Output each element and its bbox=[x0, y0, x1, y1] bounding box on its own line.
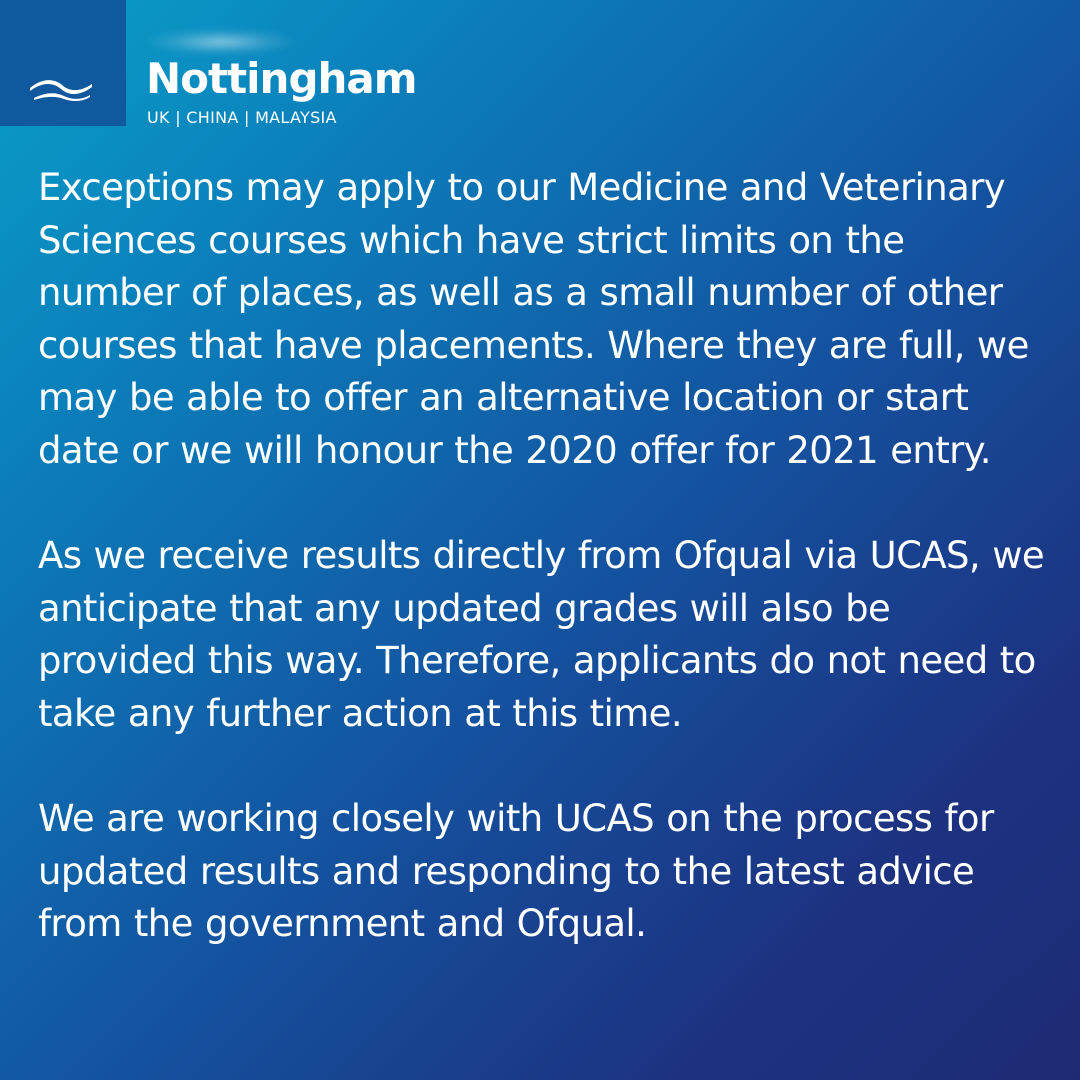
logo-wordmark bbox=[146, 52, 417, 103]
paragraph-exceptions: Exceptions may apply to our Medicine and Veterinary Sciences courses which have strict limits on the number of places, as well as a small number of other courses that have placements. Where they are full, we may be able to offer an alternative location or start date or we will honour the 2020 offer for 2021 entry. bbox=[38, 166, 1029, 472]
paragraph-ucas: We are working closely with UCAS on the process for updated results and responding to the latest advice from the government and Ofqual. bbox=[38, 797, 994, 946]
campus-list: UK | CHINA | MALAYSIA bbox=[147, 108, 337, 127]
wave-icon bbox=[28, 76, 94, 102]
paragraph-results: As we receive results directly from Ofqual via UCAS, we anticipate that any updated grades will also be provided this way. Therefore, applicants do not need to take any further action at this time. bbox=[38, 534, 1045, 735]
wordmark-text: Nottingham bbox=[146, 54, 417, 103]
announcement-body bbox=[38, 162, 1048, 951]
wordmark-blur bbox=[146, 30, 296, 54]
logo-box bbox=[0, 0, 126, 126]
